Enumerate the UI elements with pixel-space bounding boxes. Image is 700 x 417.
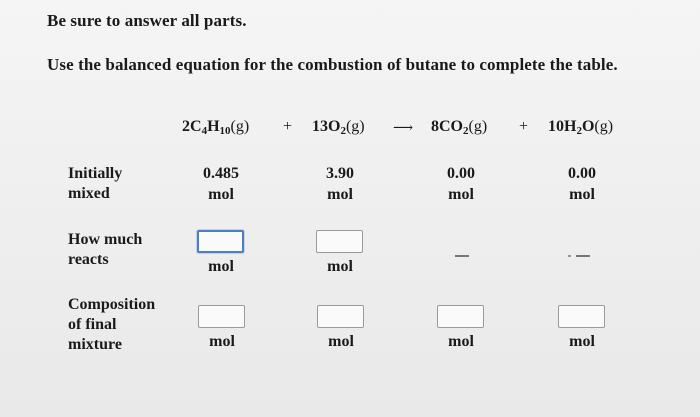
equation-butane: $2C_4H_{10}(g)$ <box>182 118 250 137</box>
final-oxygen-input[interactable] <box>317 305 364 328</box>
initial-water-unit: mol <box>569 186 595 203</box>
final-butane-input[interactable] <box>198 305 245 328</box>
balanced-equation <box>0 118 700 142</box>
initial-co2-unit: mol <box>448 186 474 203</box>
initial-oxygen-value: 3.90 <box>326 165 354 182</box>
equation-plus-1: + <box>283 118 293 135</box>
reacts-water-dot <box>568 255 571 257</box>
initial-oxygen-unit: mol <box>327 186 353 203</box>
initial-co2-value: 0.00 <box>447 165 475 182</box>
initial-butane-value: 0.485 <box>203 165 239 182</box>
reacts-water-dash <box>576 255 590 257</box>
reacts-co2-dash <box>455 255 469 257</box>
row-label-reacts: How much reacts <box>68 231 143 268</box>
initial-water-value: 0.00 <box>568 165 596 182</box>
initial-butane-unit: mol <box>208 186 234 203</box>
instruction-answer-all: Be sure to answer all parts. <box>47 11 247 30</box>
equation-plus-2: + <box>519 118 529 135</box>
row-label-final: Composition of final mixture <box>68 296 156 353</box>
final-water-input[interactable] <box>558 305 605 328</box>
final-water-unit: mol <box>569 333 595 350</box>
reacts-butane-unit: mol <box>208 258 234 275</box>
equation-arrow: ⟶ <box>393 121 414 136</box>
reacts-butane-input[interactable] <box>197 230 244 253</box>
final-oxygen-unit: mol <box>328 333 354 350</box>
equation-water: $10H_2O(g)$ <box>548 118 614 137</box>
final-co2-unit: mol <box>448 333 474 350</box>
instruction-use-equation: Use the balanced equation for the combustion of butane to complete the table. <box>47 55 618 74</box>
equation-co2: $8CO_2(g)$ <box>431 118 488 137</box>
final-co2-input[interactable] <box>437 305 484 328</box>
reacts-oxygen-unit: mol <box>327 258 353 275</box>
final-butane-unit: mol <box>209 333 235 350</box>
reacts-oxygen-input[interactable] <box>316 230 363 253</box>
equation-oxygen: $13O_2(g)$ <box>312 118 365 137</box>
row-label-initial: Initially mixed <box>68 165 123 202</box>
